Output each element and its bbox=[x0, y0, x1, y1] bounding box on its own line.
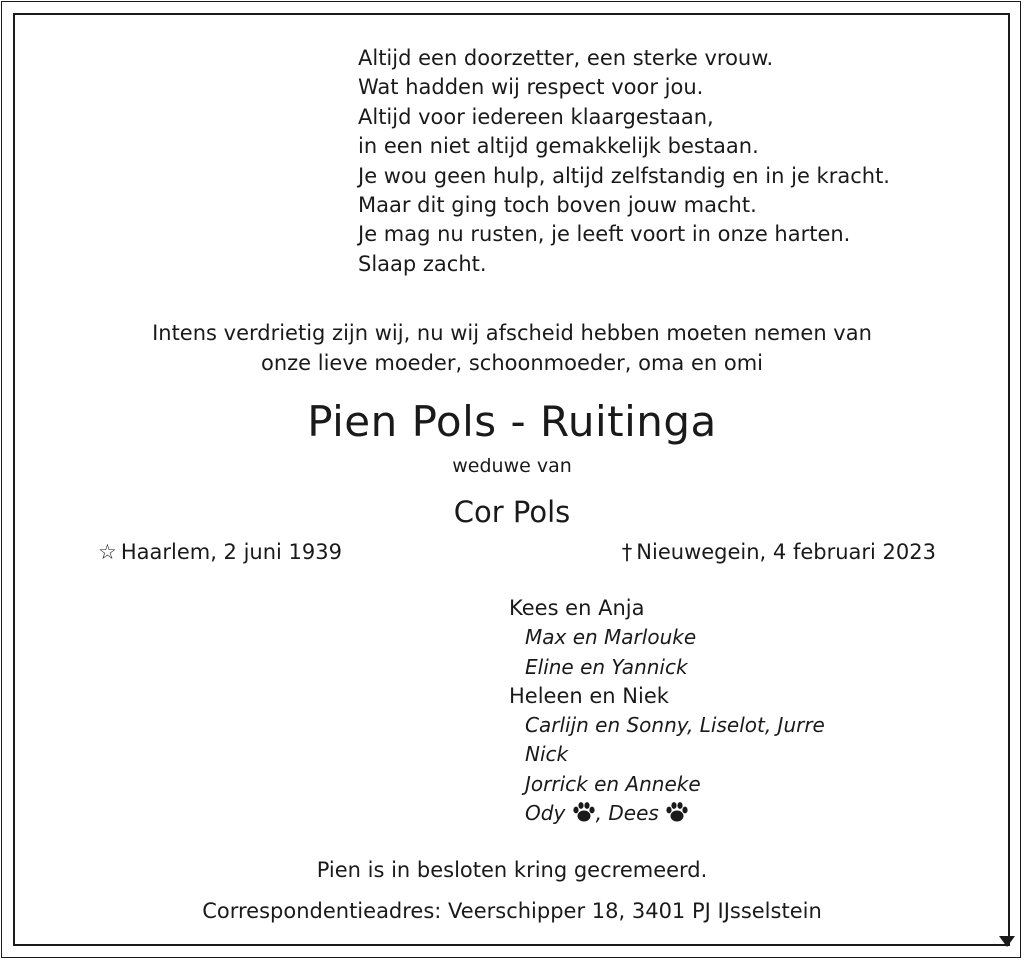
birth-place-date: Haarlem, 2 juni 1939 bbox=[120, 540, 342, 564]
more-arrow-icon[interactable] bbox=[999, 936, 1015, 947]
death-place-date: Nieuwegein, 4 februari 2023 bbox=[636, 540, 936, 564]
family-list bbox=[509, 594, 825, 828]
birth-info bbox=[98, 537, 342, 567]
family-group-1: Kees en Anja bbox=[509, 596, 645, 620]
grandchild-entry: Eline en Yannick bbox=[525, 654, 688, 679]
star-icon: ☆ bbox=[98, 540, 117, 564]
spouse-name: Cor Pols bbox=[453, 495, 571, 529]
cremation-note: Pien is in besloten kring gecremeerd. bbox=[316, 858, 708, 882]
grandchild-entry: Jorrick en Anneke bbox=[525, 771, 701, 796]
poem bbox=[358, 44, 890, 279]
family-group-2: Heleen en Niek bbox=[509, 683, 669, 708]
pet-name-2: Dees bbox=[608, 801, 659, 826]
paw-icon bbox=[665, 801, 689, 823]
correspondence-address: Correspondentieadres: Veerschipper 18, 3401 PJ IJsselstein bbox=[202, 899, 822, 923]
poem-line: in een niet altijd gemakkelijk bestaan. bbox=[358, 134, 759, 159]
pet-name-1: Ody bbox=[525, 801, 566, 826]
pet-separator: , bbox=[595, 801, 602, 826]
poem-line: Altijd een doorzetter, een sterke vrouw. bbox=[358, 46, 774, 70]
announcement-intro bbox=[14, 318, 1010, 378]
poem-line: Slaap zacht. bbox=[358, 251, 487, 276]
pets-entry bbox=[509, 799, 825, 828]
widow-of-label: weduwe van bbox=[452, 455, 572, 477]
poem-line: Maar dit ging toch boven jouw macht. bbox=[358, 192, 757, 217]
deceased-name: Pien Pols - Ruitinga bbox=[307, 397, 717, 446]
death-info bbox=[622, 537, 936, 567]
intro-line-2: onze lieve moeder, schoonmoeder, oma en omi bbox=[260, 351, 763, 375]
poem-line: Wat hadden wij respect voor jou. bbox=[358, 75, 704, 100]
poem-line: Je mag nu rusten, je leeft voort in onze harten. bbox=[358, 222, 851, 247]
paw-icon bbox=[572, 801, 596, 823]
grandchild-entry: Carlijn en Sonny, Liselot, Jurre bbox=[525, 713, 825, 738]
grandchild-entry: Nick bbox=[525, 742, 569, 767]
grandchild-entry: Max en Marlouke bbox=[525, 625, 697, 650]
intro-line-1: Intens verdrietig zijn wij, nu wij afscheid hebben moeten nemen van bbox=[152, 321, 872, 345]
poem-line: Je wou geen hulp, altijd zelfstandig en in je kracht. bbox=[358, 163, 890, 188]
cross-icon: † bbox=[621, 540, 633, 564]
poem-line: Altijd voor iedereen klaargestaan, bbox=[358, 104, 714, 129]
